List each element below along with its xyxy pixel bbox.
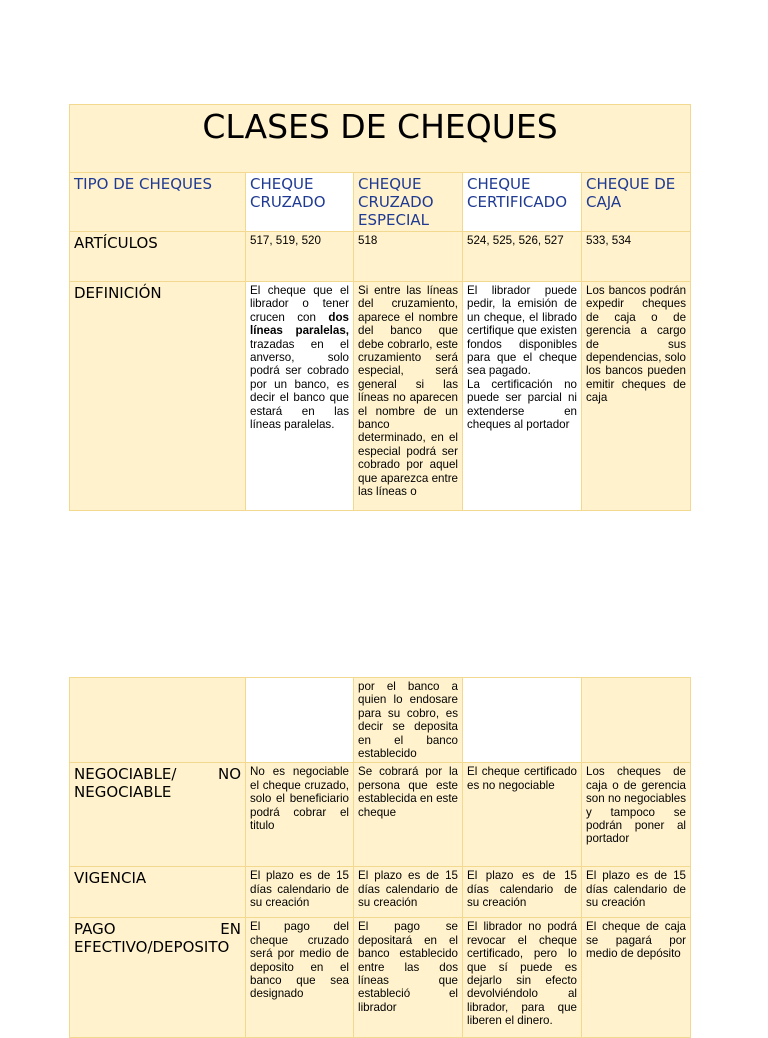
header-cheque-cruzado-especial: CHEQUE CRUZADO ESPECIAL: [354, 173, 463, 232]
definicion-cruzado: [246, 282, 354, 511]
definicion-especial-text: Si entre las líneas del cruzamiento, aparece el nombre del banco que debe cobrarlo, este cruzamiento será especial, será general si las líneas no aparecen el nombre de un banco determinado, en el especial podrá ser cobrado por aquel que aparezca entre las líneas o: [358, 284, 458, 499]
articulos-certificado: 524, 525, 526, 527: [463, 232, 582, 282]
definicion-continued-cruzado: [246, 678, 354, 763]
pago-cruzado-especial: El pago se depositará en el banco establecido entre las dos líneas que estableció el librador: [354, 918, 463, 1038]
definicion-continued-label: [70, 678, 246, 763]
pago-label-b: EN: [220, 920, 241, 939]
negociable-caja: Los cheques de caja o de gerencia son no negociables y tampoco se podrán poner al portador: [582, 763, 691, 867]
pago-label-a: PAGO: [74, 920, 116, 939]
definicion-caja: Los bancos podrán expedir cheques de caja o de gerencia a cargo de sus dependencias, solo los bancos pueden emitir cheques de caja: [582, 282, 691, 511]
negociable-label-a: NEGOCIABLE/: [74, 765, 177, 784]
definicion-continued-especial: por el banco a quien lo endosare para su cobro, es decir se deposita en el banco establecido: [354, 678, 463, 763]
negociable-label-b: NO: [217, 765, 241, 784]
page-title: CLASES DE CHEQUES: [70, 105, 691, 173]
vigencia-certificado: El plazo es de 15 días calendario de su creación: [463, 867, 582, 918]
definicion-certificado: El librador puede pedir, la emisión de un cheque, el librado certifique que existen fondos disponibles para que el cheque sea pagado. La certificación no puede ser parcial ni extenderse en cheques al portador: [463, 282, 582, 511]
vigencia-cruzado: El plazo es de 15 días calendario de su creación: [246, 867, 354, 918]
definicion-label: DEFINICIÓN: [70, 282, 246, 511]
header-cheque-de-caja: CHEQUE DE CAJA: [582, 173, 691, 232]
definicion-continued-certificado: [463, 678, 582, 763]
negociable-cruzado-especial: Se cobrará por la persona que este establecida en este cheque: [354, 763, 463, 867]
header-cheque-certificado: CHEQUE CERTIFICADO: [463, 173, 582, 232]
pago-label: [70, 918, 246, 1038]
header-cheque-cruzado: CHEQUE CRUZADO: [246, 173, 354, 232]
articulos-label: ARTÍCULOS: [70, 232, 246, 282]
vigencia-label: VIGENCIA: [70, 867, 246, 918]
articulos-cruzado-especial: 518: [354, 232, 463, 282]
negociable-label: [70, 763, 246, 867]
articulos-cruzado: 517, 519, 520: [246, 232, 354, 282]
articulos-caja: 533, 534: [582, 232, 691, 282]
cheques-table-page1: [69, 104, 691, 511]
negociable-certificado: El cheque certificado es no negociable: [463, 763, 582, 867]
definicion-cruzado-especial: [354, 282, 463, 511]
vigencia-caja: El plazo es de 15 días calendario de su creación: [582, 867, 691, 918]
pago-caja: El cheque de caja se pagará por medio de depósito: [582, 918, 691, 1038]
definicion-cruzado-bold: dos líneas paralelas,: [250, 310, 349, 338]
negociable-label-c: NEGOCIABLE: [74, 783, 172, 802]
pago-label-c: EFECTIVO/DEPOSITO: [74, 938, 230, 957]
pago-cruzado: El pago del cheque cruzado será por medio de deposito en el banco que sea designado: [246, 918, 354, 1038]
header-tipo-label: TIPO DE CHEQUES: [70, 173, 246, 232]
definicion-cruzado-text-2: trazadas en el anverso, solo podrá ser cobrado por un banco, es decir el banco que estará en las líneas paralelas.: [250, 337, 349, 432]
definicion-cruzado-text-1: El cheque que el librador o tener crucen con: [250, 284, 349, 324]
negociable-cruzado: No es negociable el cheque cruzado, solo el beneficiario podrá cobrar el titulo: [246, 763, 354, 867]
definicion-continued-caja: [582, 678, 691, 763]
cheques-table-page2: [69, 677, 691, 1038]
pago-certificado: El librador no podrá revocar el cheque certificado, pero lo que sí puede es dejarlo sin efecto devolviéndolo al librador, para que liberen el dinero.: [463, 918, 582, 1038]
vigencia-cruzado-especial: El plazo es de 15 días calendario de su creación: [354, 867, 463, 918]
